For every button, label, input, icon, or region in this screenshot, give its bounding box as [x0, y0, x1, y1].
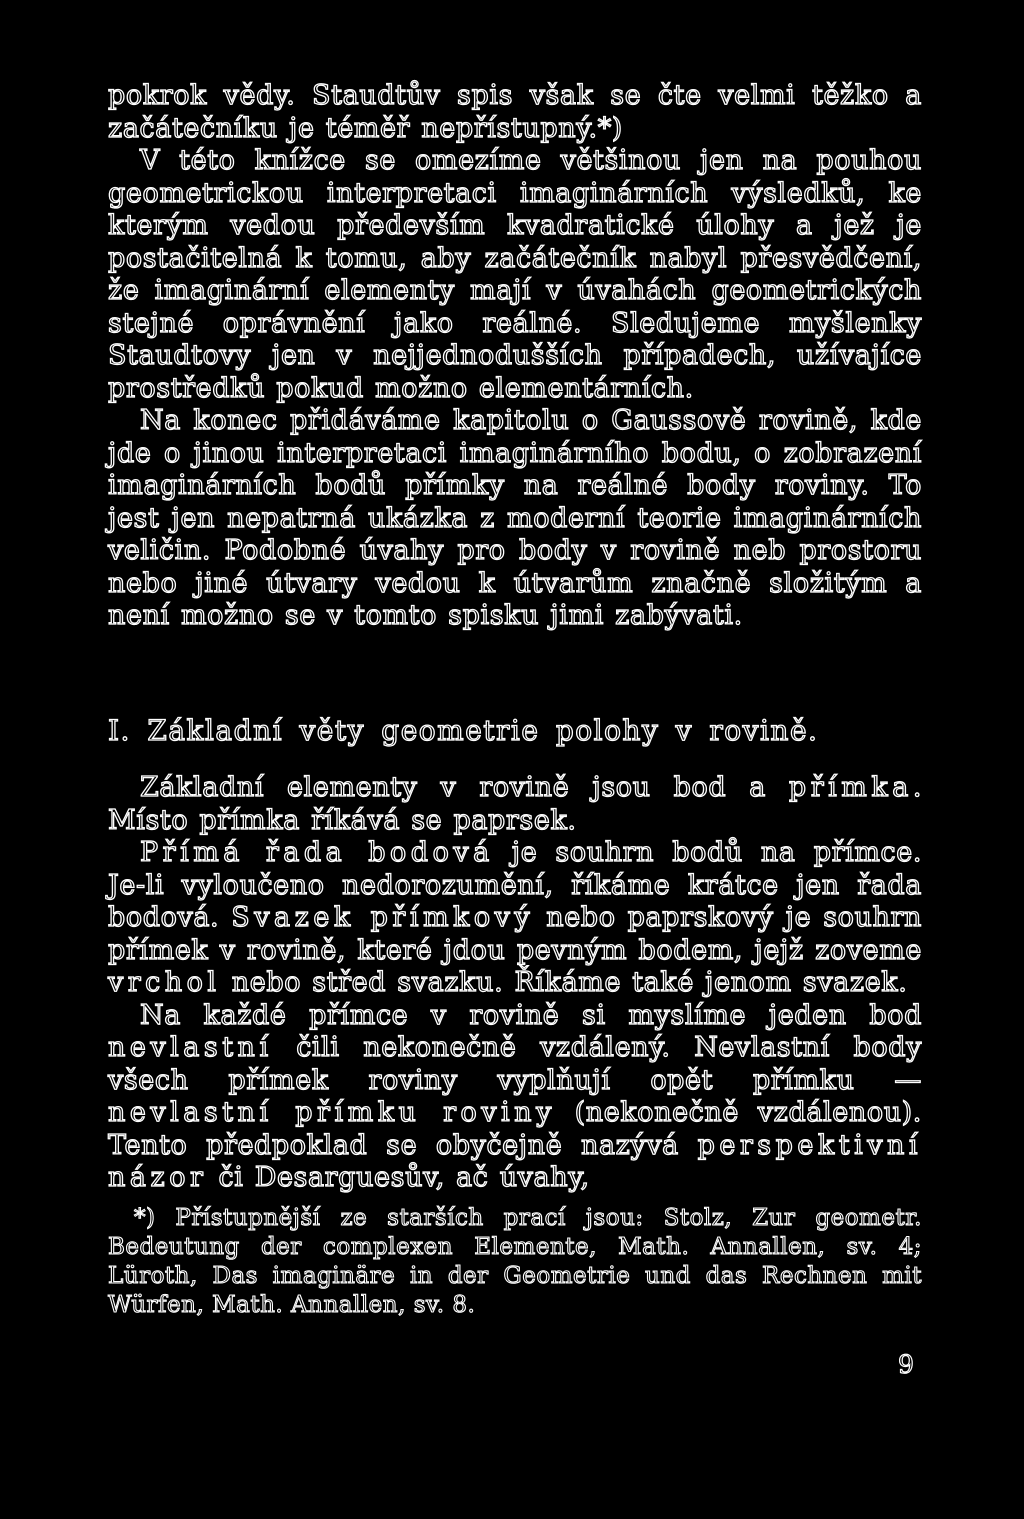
text-run: . Místo přímka říkává se paprsek. [108, 772, 922, 836]
text-run: nebo paprskový je souhrn přímek v rovině, které jdou pevným bodem, jejž zoveme [108, 902, 922, 966]
text-run: či Desarguesův, ač úvahy, [207, 1162, 590, 1193]
footnote [108, 1204, 922, 1320]
text-run: (nekonečně vzdálenou). Tento předpoklad se obyčejně nazývá [108, 1097, 922, 1161]
intro-text [108, 80, 922, 633]
paragraph-basic-elements [108, 772, 922, 837]
term-nevlastni: nevlastní [108, 1032, 273, 1063]
term-primka: přímka [788, 772, 913, 803]
paragraph-improper-point [108, 1000, 922, 1195]
term-prima-rada-bodova: Přímá řada bodová [140, 837, 494, 868]
term-vrchol: vrchol [108, 967, 221, 998]
paragraph-gauss-plane: Na konec přidáváme kapitolu o Gaussově rovině, kde jde o jinou interpretaci imaginárního bodu, o zobrazení imaginárních bodů přímky na reálné body roviny. To jest jen nepatrná ukázka z moderní teorie imaginárních veličin. Podobné úvahy pro body v rovině neb prostoru nebo jiné útvary vedou k útvarům značně složitým a není možno se v tomto spisku jimi zabývati. [108, 405, 922, 631]
term-nevlastni-primka: nevlastní přímku roviny [108, 1097, 556, 1128]
text-run: nebo střed svazku. Říkáme také jenom svazek. [220, 967, 908, 998]
paragraph-point-range [108, 837, 922, 1000]
text-run: je souhrn bodů na přímce. Je-li vyloučeno nedorozumění, říkáme krátce jen řada bodová. [108, 837, 923, 933]
paragraph-continuation: pokrok vědy. Staudtův spis však se čte velmi těžko a začátečníku je téměř nepřístupný.*) [108, 80, 922, 144]
chapter-text [108, 772, 922, 1195]
chapter-heading: I. Základní věty geometrie polohy v rovině. [108, 714, 819, 747]
footnote-text: *) Přístupnější ze starších prací jsou: Stolz, Zur geometr. Bedeutung der complexen Elemente, Math. Annallen, sv. 4; Lüroth, Das imaginäre in der Geometrie und das Rechnen mit Würfen, Math. Annallen, sv. 8. [108, 1205, 922, 1318]
text-run: Základní elementy v rovině jsou bod a [140, 772, 789, 803]
text-run: čili nekonečně vzdálený. Nevlastní body všech přímek roviny vyplňují opět přímku — [108, 1032, 922, 1096]
term-svazek-primkovy: Svazek přímkový [231, 902, 535, 933]
paragraph-scope: V této knížce se omezíme většinou jen na pouhou geometrickou interpretaci imaginárních výsledků, ke kterým vedou především kvadratické úlohy a jež je postačitelná k tomu, aby začátečník nabyl přesvědčení, že imaginární elementy mají v úvahách geometrických stejné oprávnění jako reálné. Sledujeme myšlenky Staudtovy jen v nejjednodušších případech, užívajíce prostředků pokud možno elementárních. [108, 145, 922, 404]
text-run: Na každé přímce v rovině si myslíme jeden bod [140, 999, 922, 1031]
page-number: 9 [898, 1350, 914, 1379]
term-perspektivni-nazor: perspektivní názor [108, 1129, 922, 1193]
